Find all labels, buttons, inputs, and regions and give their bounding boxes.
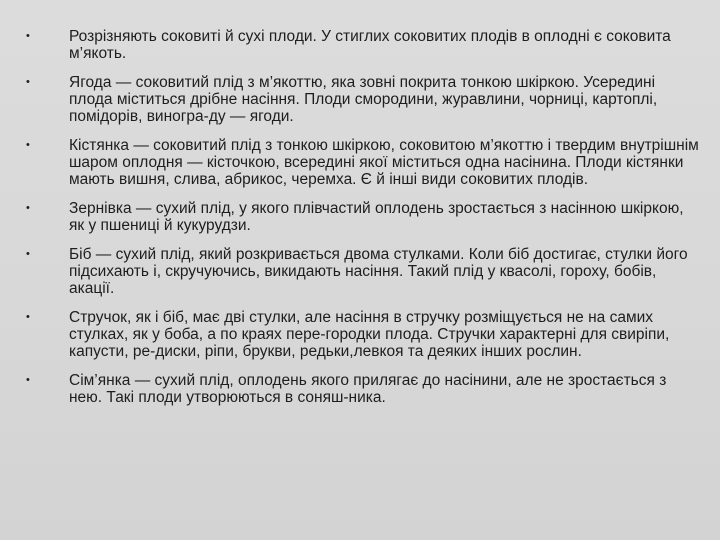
bullet-marker: • xyxy=(26,139,30,151)
bullet-text-drupe: Кістянка — соковитий плід з тонкою шкіркою, соковитою м’якоттю і твердим внутрішнім шаром оплодня — кісточкою, всередині якої міститься одна насінина. Плоди кістянки мають вишня, слива, абрикос, черемха. Є й інші види соковитих плодів. xyxy=(69,137,699,188)
bullet-marker: • xyxy=(26,248,30,260)
bullet-marker: • xyxy=(26,202,30,214)
bullet-text-silique: Стручок, як і біб, має дві стулки, але насіння в стручку розміщується не на самих стулках, як у боба, а по краях пере-городки плода. Стручки характерні для свиріпи, капусти, ре-диски, ріпи, брукви, редьки,левкоя та деяких інших рослин. xyxy=(69,309,670,360)
bullet-marker: • xyxy=(26,311,30,323)
bullet-text-juicy-dry-fruits: Розрізняють соковиті й сухі плоди. У стиглих соковитих плодів в оплодні є соковита м’якоть. xyxy=(69,28,671,62)
bullet-marker: • xyxy=(26,76,30,88)
list-item xyxy=(26,137,702,188)
bullet-marker: • xyxy=(26,30,30,42)
list-item xyxy=(26,309,702,360)
bullet-text-berry: Ягода — соковитий плід з м’якоттю, яка зовні покрита тонкою шкіркою. Усередині плода міститься дрібне насіння. Плоди смородини, журавлини, чорниці, картоплі, помідорів, виногра-ду — ягоди. xyxy=(69,74,658,125)
bullet-text-caryopsis: Зернівка — сухий плід, у якого плівчастий оплодень зростається з насінною шкіркою, як у пшениці й кукурудзи. xyxy=(69,200,684,234)
bullet-marker: • xyxy=(26,374,30,386)
list-item xyxy=(26,372,702,406)
list-item xyxy=(26,74,702,125)
list-item xyxy=(26,246,702,297)
list-item xyxy=(26,200,702,234)
bullet-list xyxy=(26,28,702,406)
bullet-text-achene: Сім’янка — сухий плід, оплодень якого прилягає до насінини, але не зростається з нею. Такі плоди утворюються в соняш-ника. xyxy=(69,372,667,406)
list-item xyxy=(26,28,702,62)
bullet-text-legume: Біб — сухий плід, який розкривається двома стулками. Коли біб достигає, стулки його підсихають і, скручуючись, викидають насіння. Такий плід у квасолі, гороху, бобів, акації. xyxy=(69,246,688,297)
